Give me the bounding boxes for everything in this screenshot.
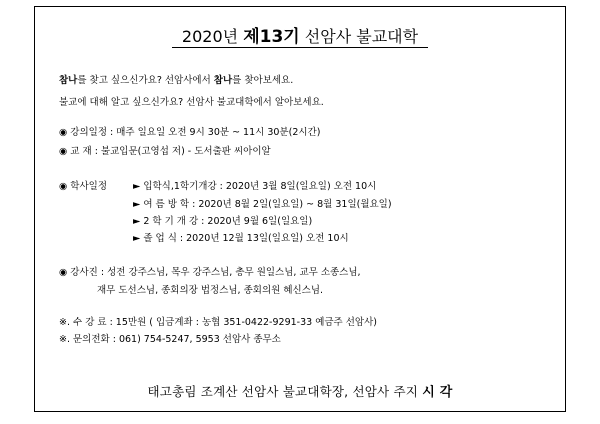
lecturers-line-1: ◉ 강사진 : 성전 강주스님, 목우 강주스님, 총무 원일스님, 교무 소종스님, — [59, 267, 361, 278]
signature-name: 시 각 — [422, 385, 453, 400]
schedule-item: ► 2 학 기 개 강 : 2020년 9월 6일(일요일) — [133, 216, 313, 227]
contact-phone: ※. 문의전화 : 061) 754-5247, 5953 선암사 종무소 — [59, 334, 281, 345]
academic-schedule-heading: ◉ 학사일정 — [59, 181, 108, 192]
textbook: ◉ 교 재 : 불교입문(고영섭 저) - 도서출판 씨아이알 — [59, 146, 271, 157]
page-title — [0, 22, 600, 47]
intro-line-2: 불교에 대해 알고 싶으신가요? 선암사 불교대학에서 알아보세요. — [59, 97, 324, 108]
intro-text-2: 를 찾아보세요. — [232, 75, 294, 86]
intro-text-1: 를 찾고 싶으신가요? 선암사에서 — [77, 75, 214, 86]
intro-bold-2: 참나 — [213, 75, 233, 86]
schedule-item: ► 졸 업 식 : 2020년 12월 13일(일요일) 오전 10시 — [133, 233, 349, 244]
title-edition: 제13기 — [243, 27, 300, 47]
title-year: 2020년 — [181, 27, 239, 46]
lecturers-line-2: 재무 도선스님, 종회의장 법정스님, 종회의원 혜신스님. — [97, 285, 324, 296]
lecture-schedule: ◉ 강의일정 : 매주 일요일 오전 9시 30분 ~ 11시 30분(2시간) — [59, 127, 321, 138]
title-name: 선암사 불교대학 — [304, 27, 419, 46]
schedule-item: ► 여 름 방 학 : 2020년 8월 2일(일요일) ~ 8월 31일(월요일) — [133, 199, 392, 210]
footer-signature-line — [0, 381, 600, 400]
footer-text: 태고총림 조계산 선암사 불교대학장, 선암사 주지 — [147, 384, 423, 399]
schedule-item: ► 입학식,1학기개강 : 2020년 3월 8일(일요일) 오전 10시 — [133, 181, 377, 192]
title-underline — [172, 47, 428, 48]
intro-line-1 — [59, 72, 293, 86]
intro-bold-1: 참나 — [59, 75, 78, 86]
tuition-fee: ※. 수 강 료 : 15만원 ( 입금계좌 : 농협 351-0422-9291-33 예금주 선암사) — [59, 317, 377, 328]
